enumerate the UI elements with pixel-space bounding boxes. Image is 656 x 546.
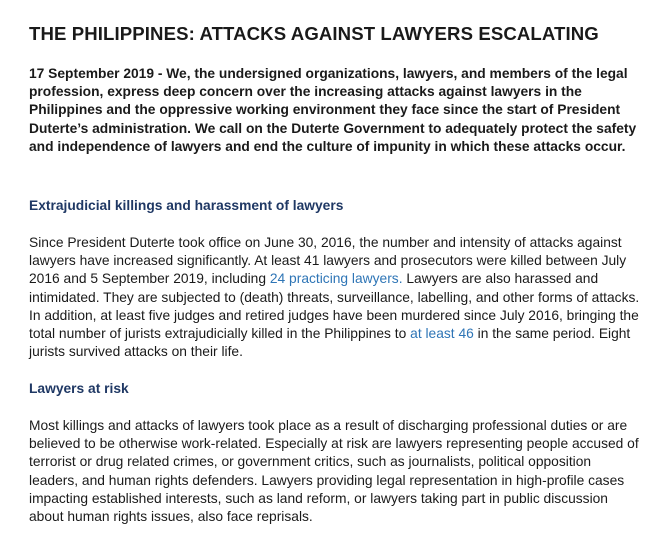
section-heading-lawyers-at-risk: Lawyers at risk bbox=[29, 381, 129, 396]
lawyers-at-risk-paragraph: Most killings and attacks of lawyers took place as a result of discharging professional duties or are believed to be otherwise work-related. Especially at risk are lawyers representing people accused of terrorist or drug related crimes, or government critics, such as journalists, political opposition leaders, and human rights defenders. Lawyers providing legal representation in high-profile cases impacting established interests, such as land reform, or lawyers taking part in public discussion about human rights issues, also face reprisals. bbox=[29, 418, 639, 525]
paragraph-text: Since President Duterte took office on June 30, 2016, the number and intensity of attacks against lawyers have increased significantly. At least 41 lawyers and prosecutors were killed between July 2016 and 5 September 2019, including bbox=[29, 235, 627, 287]
paragraph-text: in the same period. Eight jurists survived attacks on their life. bbox=[29, 326, 631, 360]
extrajudicial-killings-paragraph bbox=[29, 234, 641, 361]
paragraph-text: Lawyers are also harassed and intimidated. They are subjected to (death) threats, surveillance, labelling, and other forms of attacks. In addition, at least five judges and retired judges have been murdered since July 2016, bringing the total number of jurists extrajudicially killed in the Philippines to bbox=[29, 271, 640, 342]
section-heading-extrajudicial-killings: Extrajudicial killings and harassment of lawyers bbox=[29, 198, 344, 213]
lead-paragraph: 17 September 2019 - We, the undersigned organizations, lawyers, and members of the legal profession, express deep concern over the increasing attacks against lawyers in the Philippines and the oppressive working environment they face since the start of President Duterte’s administration. We call on the Duterte Government to adequately protect the safety and independence of lawyers and end the culture of impunity in which these attacks occur. bbox=[29, 66, 637, 154]
document-title: THE PHILIPPINES: ATTACKS AGAINST LAWYERS ESCALATING bbox=[29, 23, 599, 44]
practicing-lawyers-link[interactable]: 24 practicing lawyers. bbox=[269, 271, 403, 287]
at-least-46-link[interactable]: at least 46 bbox=[410, 326, 474, 342]
